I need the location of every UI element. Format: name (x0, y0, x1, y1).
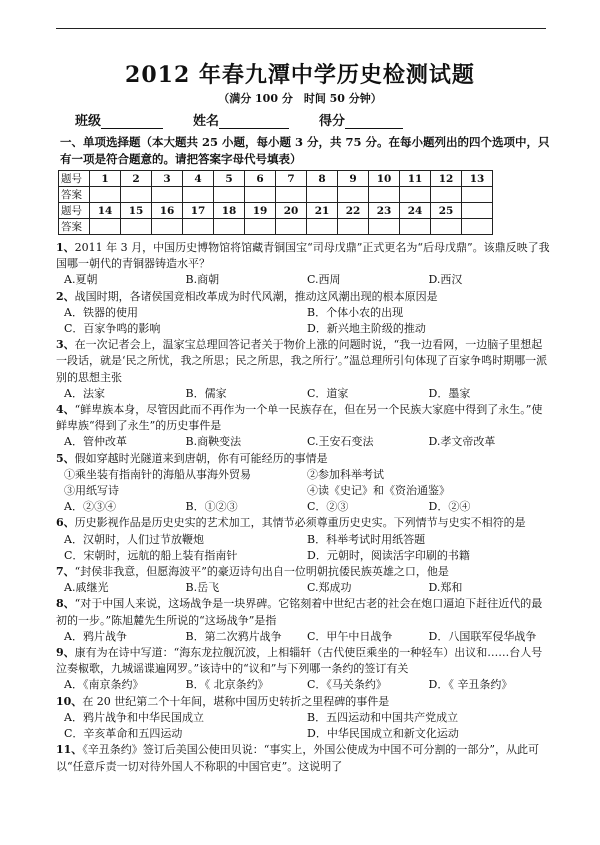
question-number: 8、 (56, 597, 75, 611)
answer-option[interactable]: ③用纸写诗 (64, 484, 119, 498)
answer-table-numbers-2: 题号 14 15 16 17 18 19 20 21 22 23 24 25 (59, 203, 493, 219)
answer-option[interactable]: D.孝文帝改革 (428, 435, 496, 449)
option-row (56, 467, 550, 483)
question-text: 战国时期，各诸侯国竞相改革成为时代风潮，推动这风潮出现的根本原因是 (74, 289, 438, 303)
question-number: 11、 (56, 743, 83, 757)
answer-option[interactable]: C.郑成功 (307, 581, 352, 595)
question-stem (56, 451, 550, 467)
answer-option[interactable]: D．墨家 (428, 386, 471, 400)
top-rule (56, 28, 546, 29)
answer-option[interactable]: B．儒家 (185, 386, 227, 400)
answer-option[interactable]: A．铁器的使用 (64, 305, 138, 319)
answer-option[interactable]: B.商鞅变法 (185, 435, 242, 449)
option-row (56, 386, 550, 402)
answer-option[interactable]: A．管仲改革 (64, 435, 127, 449)
answer-option[interactable]: B.商朝 (185, 273, 220, 287)
class-field[interactable]: 班级 (75, 110, 163, 129)
answer-option[interactable]: A．鸦片战争 (64, 629, 127, 643)
answer-option[interactable]: C．道家 (307, 386, 349, 400)
answer-option[interactable]: B．《 北京条约》 (185, 678, 269, 692)
question-text: 在一次记者会上，温家宝总理回答记者关于物价上涨的问题时说，“我一边看网，一边脑子里想起一段话，就是‘民之所忧，我之所思；民之所思，我之所行’。”温总理所引句体现了百家争鸣时期哪一派别的思想主张 (56, 338, 548, 384)
answer-option[interactable]: C．甲午中日战争 (307, 629, 393, 643)
question-stem (56, 694, 550, 710)
answer-option[interactable]: ①乘坐装有指南针的海船从事海外贸易 (64, 467, 251, 481)
answer-option[interactable]: B.岳飞 (185, 581, 220, 595)
answer-option[interactable]: C.西周 (307, 273, 341, 287)
question-text: “封侯非我意，但愿海波平”的豪迈诗句出自一位明朝抗倭民族英雄之口，他是 (74, 565, 449, 579)
question-number: 5、 (56, 451, 75, 465)
question-stem (56, 564, 550, 580)
exam-subtitle: （满分 100 分 时间 50 分钟） (218, 92, 382, 105)
question-stem (56, 515, 550, 531)
answer-option[interactable]: A．汉朝时，人们过节放鞭炮 (64, 532, 204, 546)
answer-option[interactable]: B．科举考试时用纸答题 (307, 532, 426, 546)
question-stem (56, 742, 550, 774)
option-row (56, 483, 550, 499)
option-row (56, 726, 550, 742)
answer-option[interactable]: A．②③④ (64, 500, 116, 514)
answer-option[interactable]: ②参加科举考试 (307, 467, 384, 481)
question-stem (56, 337, 550, 386)
option-row (56, 434, 550, 450)
answer-table (58, 170, 493, 235)
question-text: “对于中国人来说，这场战争是一块界碑。它铭刻着中世纪古老的社会在炮口逼迫下赶往近代的最初的一步。”陈旭麓先生所说的“这场战争”是指 (56, 597, 543, 627)
answer-option[interactable]: C．辛亥革命和五四运动 (64, 727, 183, 741)
answer-option[interactable]: D．中华民国成立和新文化运动 (307, 727, 459, 741)
question-text: “鲜卑族本身，尽管因此而不再作为一个单一民族存在，但在另一个民族大家庭中得到了永生。”使鲜卑族“得到了永生”的历史事件是 (56, 403, 543, 433)
question-text: 在 20 世纪第二个十年间，堪称中国历史转折之里程碑的事件是 (82, 694, 390, 708)
option-row (56, 548, 550, 564)
option-row (56, 629, 550, 645)
answer-option[interactable]: C．②③ (307, 500, 349, 514)
option-row (56, 272, 550, 288)
student-info (75, 110, 403, 129)
question-text: 康有为在诗中写道：“海东龙拉舰沉波，上相辎轩（古代使臣乘坐的一种轻车）出议和……台人号泣奏椒歌，九城谣谍遍网罗。”该诗中的“议和”与下列哪一条约的签订有关 (56, 646, 543, 676)
question-number: 4、 (56, 403, 75, 417)
option-row (56, 321, 550, 337)
answer-option[interactable]: C．百家争鸣的影响 (64, 322, 161, 336)
answer-option[interactable]: A．《南京条约》 (64, 678, 144, 692)
answer-option[interactable]: B．个体小农的出现 (307, 305, 404, 319)
answer-option[interactable]: C．《马关条约》 (307, 678, 387, 692)
question-stem (56, 645, 550, 677)
question-number: 9、 (56, 646, 75, 660)
option-row (56, 677, 550, 693)
option-row (56, 499, 550, 515)
answer-option[interactable]: B．①②③ (185, 500, 238, 514)
option-row (56, 710, 550, 726)
answer-option[interactable]: C.王安石变法 (307, 435, 374, 449)
question-number: 10、 (56, 694, 83, 708)
section-heading: 一、单项选择题（本大题共 25 小题，每小题 3 分，共 75 分。在每小题列出的四个选项中，只有一项是符合题意的。请把答案字母代号填表） (60, 135, 550, 166)
answer-option[interactable]: D．《 辛丑条约》 (428, 678, 513, 692)
question-number: 2、 (56, 289, 75, 303)
answer-option[interactable]: C．宋朝时，远航的船上装有指南针 (64, 548, 238, 562)
answer-option[interactable]: A．法家 (64, 386, 105, 400)
answer-option[interactable]: A．鸦片战争和中华民国成立 (64, 710, 204, 724)
answer-option[interactable]: D．八国联军侵华战争 (428, 629, 537, 643)
answer-table-answers-2: 答案 (59, 219, 493, 235)
exam-title: 2012 年春九潭中学历史检测试题 (125, 62, 475, 88)
question-number: 1、 (56, 241, 75, 254)
question-text: 2011 年 3 月，中国历史博物馆将馆藏青铜国宝“司母戊鼎”正式更名为“后母戊鼎”。该鼎反映了我国哪一朝代的青铜器铸造水平？ (56, 241, 550, 271)
answer-option[interactable]: B．五四运动和中国共产党成立 (307, 710, 459, 724)
question-stem (56, 289, 550, 305)
name-field[interactable]: 姓名 (193, 110, 289, 129)
question-number: 3、 (56, 338, 75, 352)
question-stem (56, 240, 550, 272)
question-number: 6、 (56, 516, 75, 530)
answer-option[interactable]: A.戚继光 (64, 581, 109, 595)
option-row (56, 580, 550, 596)
option-row (56, 305, 550, 321)
question-text: 历史影视作品是历史史实的艺术加工，其情节必须尊重历史史实。下列情节与史实不相符的是 (74, 516, 526, 530)
answer-table-answers-1: 答案 (59, 187, 493, 203)
question-stem (56, 402, 550, 434)
answer-option[interactable]: B．第二次鸦片战争 (185, 629, 282, 643)
question-text: 假如穿越时光隧道来到唐朝，你有可能经历的事情是 (74, 451, 328, 465)
answer-table-numbers-1: 题号 1 2 3 4 5 6 7 8 9 10 11 12 13 (59, 171, 493, 187)
answer-option[interactable]: D.郑和 (428, 581, 463, 595)
answer-option[interactable]: D．元朝时，阅读活字印刷的书籍 (307, 548, 470, 562)
option-row (56, 532, 550, 548)
score-field[interactable]: 得分 (319, 110, 403, 129)
answer-option[interactable]: D．新兴地主阶级的推动 (307, 322, 426, 336)
question-number: 7、 (56, 565, 75, 579)
answer-option[interactable]: D．②④ (428, 500, 471, 514)
answer-option[interactable]: D.西汉 (428, 273, 463, 287)
question-stem (56, 596, 550, 628)
question-text: 《辛丑条约》签订后美国公使田贝说：“事实上，外国公使成为中国不可分割的一部分”，从此可以“任意斥责一切对待外国人不称职的中国官吏”。这说明了 (56, 743, 540, 773)
answer-option[interactable]: A.夏朝 (64, 273, 98, 287)
question-list (56, 240, 550, 775)
answer-option[interactable]: ④读《史记》和《资治通鉴》 (307, 484, 450, 498)
